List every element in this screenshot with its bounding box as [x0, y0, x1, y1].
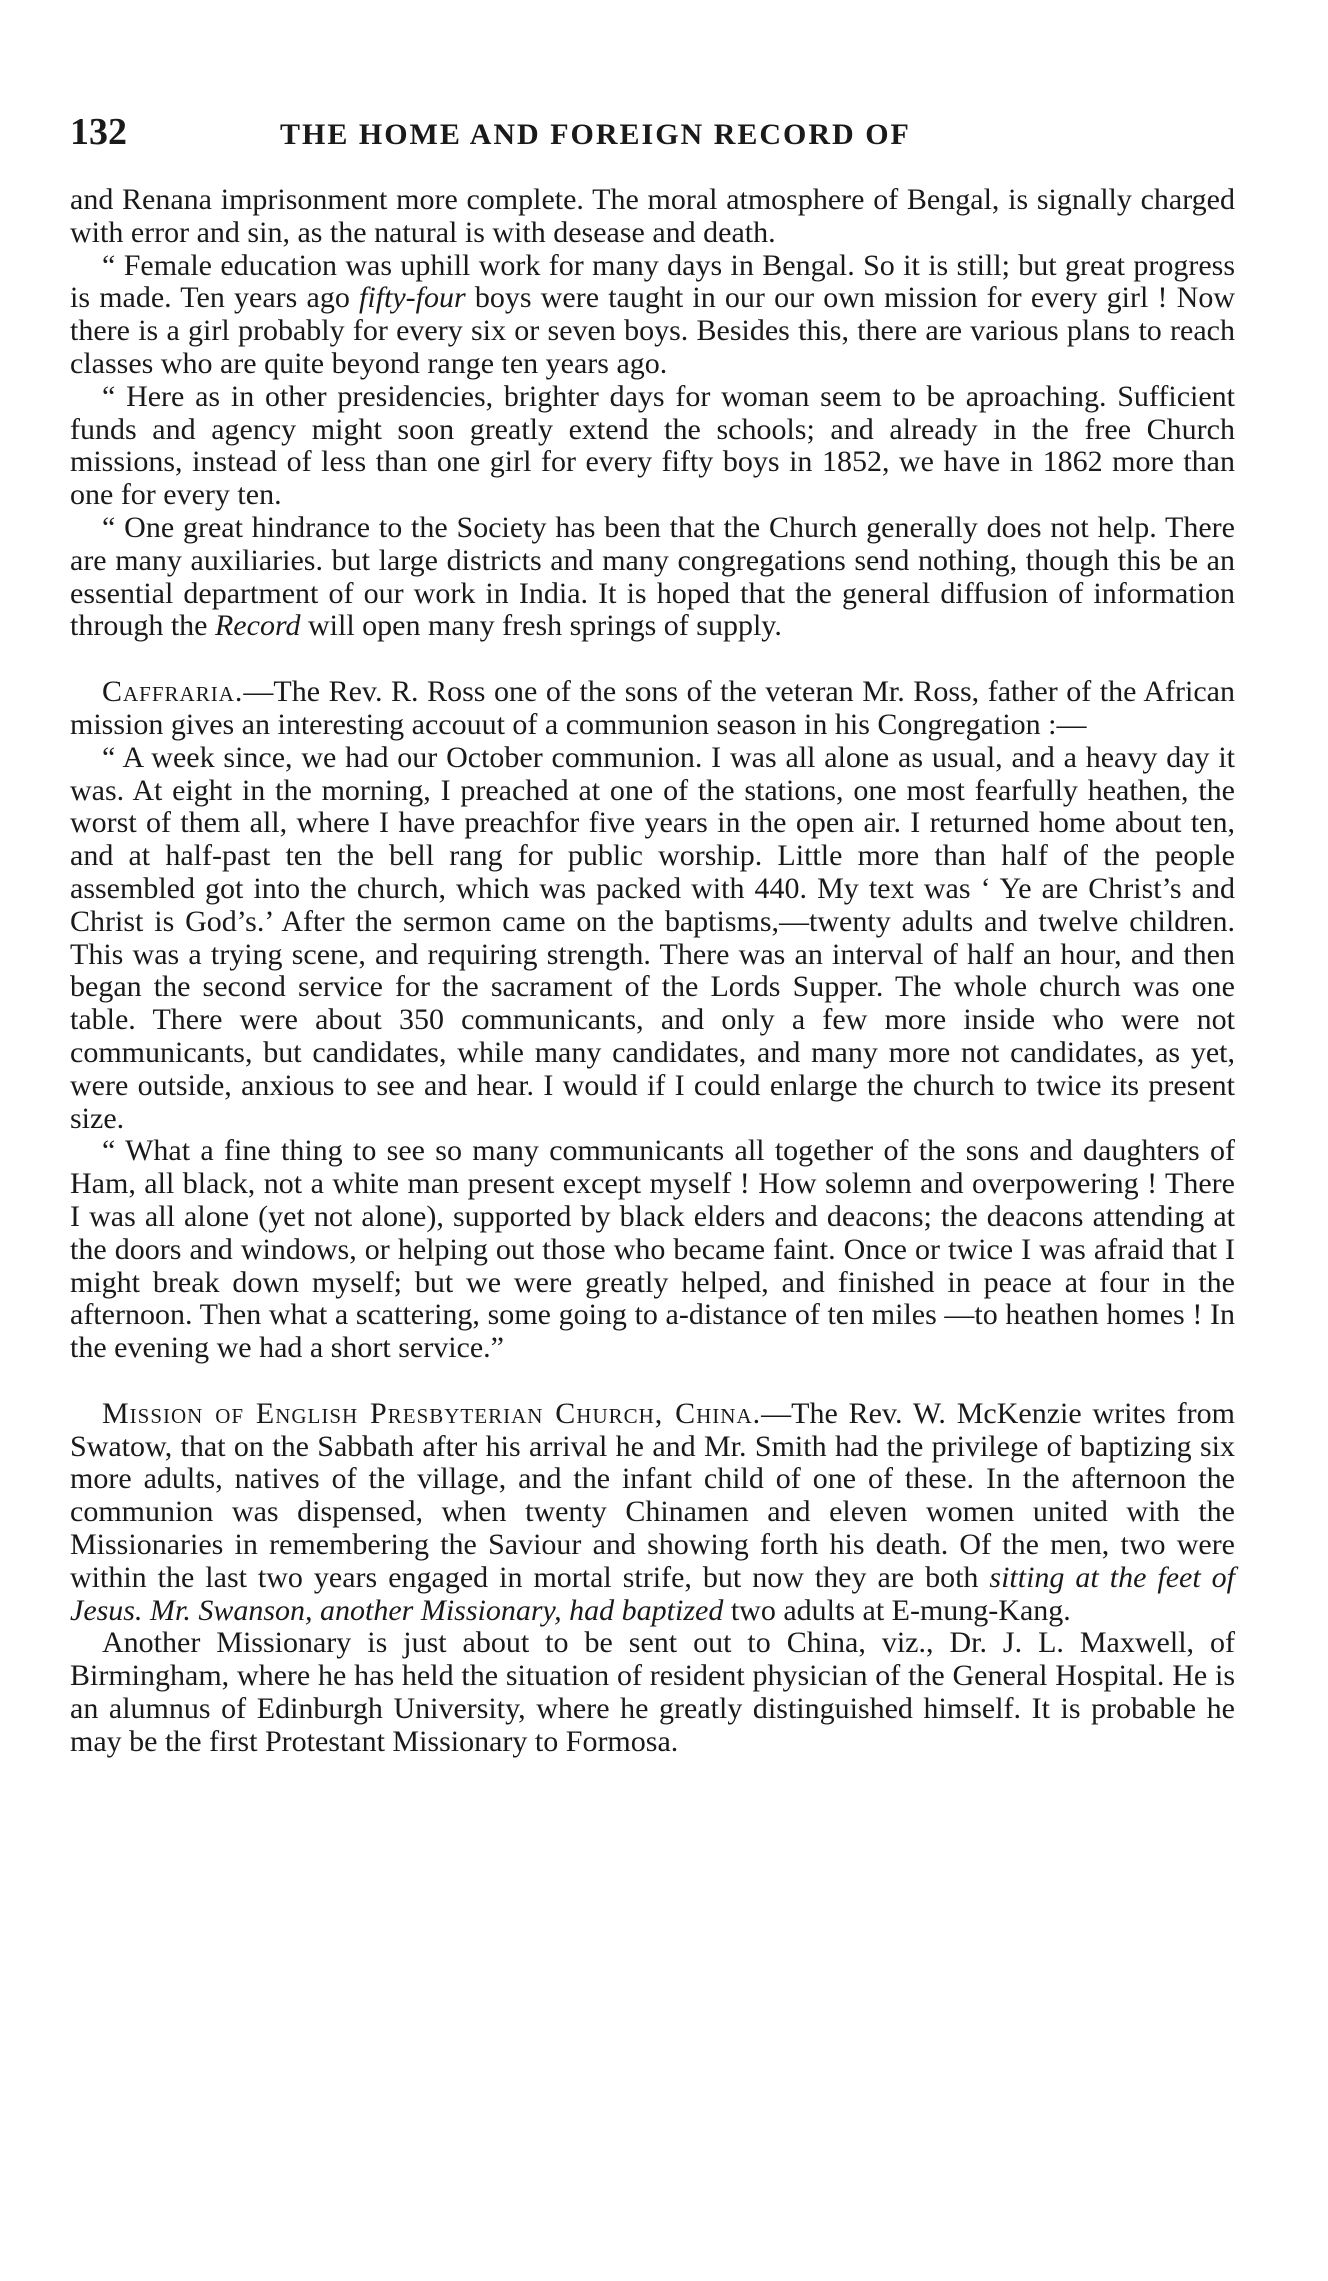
paragraph-presidencies: “ Here as in other presidencies, brighter days for woman seem to be aproaching. Sufficient funds and agency might soon greatly extend the schools; and already in the free Church missions, instead of less than one girl for every fifty boys in 1852, we have in 1862 more than one for every ten.: [70, 379, 1235, 512]
emphasis-feet-of-jesus: sitting at the feet of Jesus. Mr. Swanson, another Missionary, had baptized: [70, 1560, 1235, 1627]
paragraph-caffraria: Caffraria.—The Rev. R. Ross one of the sons of the veteran Mr. Ross, father of the African mission gives an interesting accouut of a communion season in his Congregation :—: [70, 675, 1235, 741]
page-number: 132: [70, 111, 127, 153]
paragraph-hindrance: “ One great hindrance to the Society has been that the Church generally does not help. There are many auxiliaries. but large districts and many congregations send nothing, though this be an essential department of our work in India. It is hoped that the general diffusion of information through the Record will open many fresh springs of supply.: [70, 510, 1235, 643]
emphasis-fifty-four: fifty-four: [359, 281, 466, 315]
book-page: [70, 110, 1235, 1759]
emphasis-record: Record: [214, 609, 301, 643]
paragraph-october-communion: “ A week since, we had our October communion. I was all alone as usual, and a heavy day it was. At eight in the morning, I preached at one of the stations, one most fearfully heathen, the worst of them all, where I have preachfor five years in the open air. I returned home about ten, and at half-past ten the bell rang for public worship. Little more than half of the people assembled got into the church, which was packed with 440. My text was ‘ Ye are Christ’s and Christ is God’s.’ After the sermon came on the baptisms,—twenty adults and twelve children. This was a trying scene, and requiring strength. There was an interval of half an hour, and then began the second service for the sacrament of the Lords Supper. The whole church was one table. There were about 350 communicants, and only a few more inside who were not communicants, but candidates, while many candidates, and many more not candidates, as yet, were outside, anxious to see and hear. I would if I could enlarge the church to twice its present size.: [70, 740, 1235, 1135]
section-lead-china: Mission of English Presbyterian Church, China.: [102, 1396, 762, 1430]
section-gap: [70, 1365, 1235, 1398]
paragraph-female-education: “ Female education was uphill work for many days in Bengal. So it is still; but great progress is made. Ten years ago fifty-four boys were taught in our our own mission for every girl ! Now there is a girl probably for every six or seven boys. Besides this, there are various plans to reach classes who are quite beyond range ten years ago.: [70, 248, 1235, 380]
running-title: THE HOME AND FOREIGN RECORD OF: [280, 118, 911, 151]
section-lead-caffraria: Caffraria.: [102, 675, 244, 709]
page-header: [70, 110, 1235, 162]
section-gap: [70, 643, 1235, 676]
paragraph-formosa: Another Missionary is just about to be sent out to China, viz., Dr. J. L. Maxwell, of Birmingham, where he has held the situation of resident physician of the General Hospital. He is an alumnus of Edinburgh University, where he greatly distinguished himself. It is probable he may be the first Protestant Missionary to Formosa.: [70, 1626, 1235, 1758]
paragraph-sons-of-ham: “ What a fine thing to see so many communicants all together of the sons and daughters of Ham, all black, not a white man present except myself ! How solemn and overpowering ! There I was all alone (yet not alone), supported by black elders and deacons; the deacons attending at the doors and windows, or helping out those who became faint. Once or twice I was afraid that I might break down myself; but we were greatly helped, and finished in peace at four in the afternoon. Then what a scattering, some going to a-distance of ten miles —to heathen homes ! In the evening we had a short service.”: [70, 1134, 1235, 1365]
paragraph-bengal-continued: and Renana imprisonment more complete. The moral atmosphere of Bengal, is signally charged with error and sin, as the natural is with desease and death.: [70, 183, 1235, 249]
paragraph-china-mission: Mission of English Presbyterian Church, China.—The Rev. W. McKenzie writes from Swatow, that on the Sabbath after his arrival he and Mr. Smith had the privilege of baptizing six more adults, natives of the village, and the infant child of one of these. In the afternoon the communion was dispensed, when twenty Chinamen and eleven women united with the Missionaries in remembering the Saviour and showing forth his death. Of the men, two were within the last two years engaged in mortal strife, but now they are both sitting at the feet of Jesus. Mr. Swanson, another Missionary, had baptized two adults at E-mung-Kang.: [70, 1396, 1235, 1627]
